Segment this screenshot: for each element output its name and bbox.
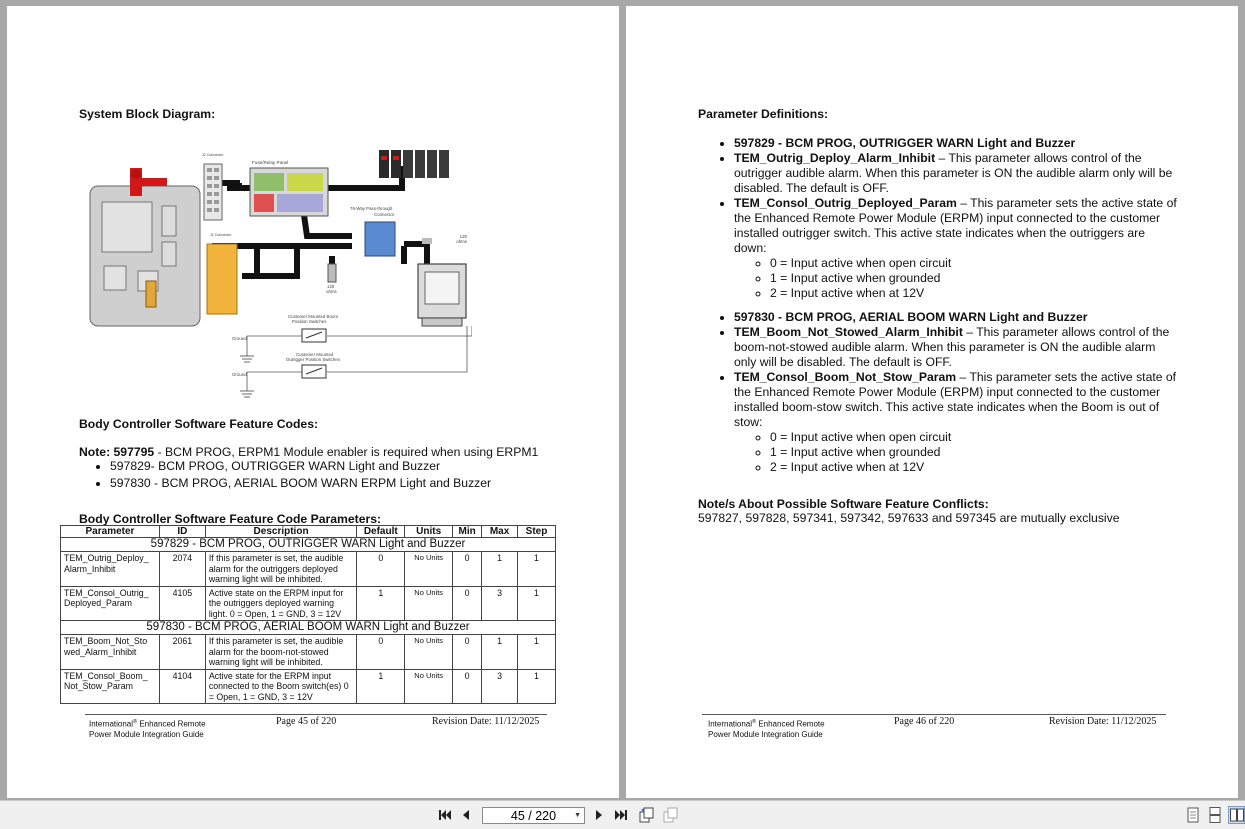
single-page-view-icon[interactable] [1185, 807, 1201, 823]
col-header-description: Description [205, 526, 356, 538]
j1-label: J1 Connector [210, 233, 232, 237]
cell-id: 4104 [159, 669, 205, 704]
cell-max: 3 [482, 586, 518, 621]
definition-title: TEM_Consol_Boom_Not_Stow_Param [734, 370, 957, 384]
terminator-unit-2: ohms [456, 239, 467, 244]
table-section-row [61, 621, 556, 635]
state-option: ◦ 0 = Input active when open circuit [770, 430, 1178, 445]
state-option: ◦ 1 = Input active when grounded [770, 271, 1178, 286]
fuse-relay-label: Fuse/Relay Panel [252, 160, 289, 165]
col-header-max: Max [482, 526, 518, 538]
cell-max: 3 [482, 669, 518, 704]
footer-line1: Enhanced Remote [137, 719, 206, 729]
table-row [61, 586, 556, 621]
definition-item [734, 136, 1178, 151]
prev-page-icon[interactable] [458, 807, 474, 823]
state-option: ◦ 1 = Input active when grounded [770, 445, 1178, 460]
section-title: 597830 - BCM PROG, AERIAL BOOM WARN Light and Buzzer [61, 621, 556, 635]
outrigger-switch-label-2: Outrigger Position Switches [286, 357, 340, 362]
footer-guide-title [708, 717, 825, 740]
cell-param: TEM_Consol_Outrig_ Deployed_Param [61, 586, 160, 621]
cell-desc: If this parameter is set, the audible alarm for the boom-not-stowed warning light will be inhibited. [205, 635, 356, 670]
cell-id: 2061 [159, 635, 205, 670]
j2-label: J2 Connector [202, 153, 224, 157]
pass-through-label-2: Connector [374, 212, 395, 217]
cell-min: 0 [453, 586, 482, 621]
page-indicator: 45 / 220 [510, 808, 557, 823]
cell-default: 1 [357, 586, 405, 621]
cell-step: 1 [518, 552, 556, 587]
definition-item [734, 151, 1178, 196]
terminator-unit-1: ohms [326, 289, 337, 294]
definition-text: – This parameter allows control of the outrigger audible alarm. When this parameter is ON the audible alarm only will be disabled. The default is OFF. [734, 151, 1173, 195]
cell-min: 0 [453, 635, 482, 670]
footer-page-number: Page 46 of 220 [894, 716, 955, 727]
definition-item [734, 325, 1178, 370]
terminator-ohms-1: 120 [327, 284, 335, 289]
definitions-list-2 [698, 310, 1178, 475]
state-option: ◦ 2 = Input active when at 12V [770, 460, 1178, 475]
col-header-step: Step [518, 526, 556, 538]
next-page-icon[interactable] [591, 807, 607, 823]
parameter-definitions-heading: Parameter Definitions: [698, 107, 829, 121]
system-block-diagram [82, 146, 472, 406]
footer-brand: International [708, 719, 753, 729]
footer-rule [85, 714, 547, 715]
viewer-toolbar [0, 800, 1245, 829]
state-options-list-1 [734, 256, 1178, 301]
cell-default: 0 [357, 635, 405, 670]
table-header-row [61, 526, 556, 538]
cell-units: No Units [405, 669, 453, 704]
definition-title: TEM_Outrig_Deploy_Alarm_Inhibit [734, 151, 936, 165]
cell-id: 4105 [159, 586, 205, 621]
system-block-heading: System Block Diagram: [79, 107, 216, 121]
footer-brand: International [89, 719, 134, 729]
erpm-note [79, 445, 538, 459]
boom-switch-label-1: Customer Mounted Boom [288, 314, 339, 319]
page-45 [7, 6, 619, 798]
table-section-row [61, 538, 556, 552]
cell-max: 1 [482, 635, 518, 670]
pass-through-label: 76-Way Pass-through [350, 206, 393, 211]
state-option: ◦ 2 = Input active when at 12V [770, 286, 1178, 301]
table-row [61, 669, 556, 704]
feature-code-item: • 597830 - BCM PROG, AERIAL BOOM WARN ERPM Light and Buzzer [110, 476, 491, 490]
cell-default: 0 [357, 552, 405, 587]
footer-rule [702, 714, 1166, 715]
table-row [61, 552, 556, 587]
cell-step: 1 [518, 669, 556, 704]
boom-switch-label-2: Position Switches [292, 319, 327, 324]
page-46 [626, 6, 1238, 798]
col-header-min: Min [453, 526, 482, 538]
definition-item [734, 196, 1178, 301]
cell-param: TEM_Outrig_Deploy_ Alarm_Inhibit [61, 552, 160, 587]
cell-desc: Active state on the ERPM input for the outriggers deployed warning light. 0 = Open, 1 = GND, 3 = 12V [205, 586, 356, 621]
feature-codes-heading: Body Controller Software Feature Codes: [79, 417, 319, 431]
ground-label-1: Ground [232, 336, 247, 341]
footer-revision-date: Revision Date: 11/12/2025 [432, 716, 540, 727]
footer-guide-title [89, 717, 206, 740]
cell-units: No Units [405, 635, 453, 670]
definition-text: – This parameter allows control of the boom-not-stowed audible alarm. When this parameter is ON the audible alarm only will be disabled. The default is OFF. [734, 325, 1170, 369]
col-header-units: Units [405, 526, 453, 538]
cell-min: 0 [453, 552, 482, 587]
parameters-table [60, 525, 556, 704]
cell-default: 1 [357, 669, 405, 704]
col-header-parameter: Parameter [61, 526, 160, 538]
conflicts-text: 597827, 597828, 597341, 597342, 597633 and 597345 are mutually exclusive [698, 511, 1120, 525]
cell-desc: Active state for the ERPM input connected to the Boom switch(es) 0 = Open, 1 = GND, 3 = 12V [205, 669, 356, 704]
state-options-list-2 [734, 430, 1178, 475]
params-heading: Body Controller Software Feature Code Parameters: [79, 512, 382, 526]
footer-page-number: Page 45 of 220 [276, 716, 337, 727]
definition-item [734, 370, 1178, 475]
terminator-ohms-2: 120 [459, 234, 467, 239]
cell-units: No Units [405, 552, 453, 587]
first-page-icon[interactable] [437, 807, 453, 823]
cell-id: 2074 [159, 552, 205, 587]
cell-step: 1 [518, 586, 556, 621]
two-page-view-icon[interactable] [1228, 806, 1245, 824]
cell-min: 0 [453, 669, 482, 704]
section-title: 597829 - BCM PROG, OUTRIGGER WARN Light and Buzzer [61, 538, 556, 552]
ground-label-2: Ground [232, 372, 247, 377]
outrigger-switch-label-1: Customer Mounted [296, 352, 334, 357]
feature-code-item: • 597829- BCM PROG, OUTRIGGER WARN Light and Buzzer [110, 459, 491, 473]
state-option: ◦ 0 = Input active when open circuit [770, 256, 1178, 271]
footer-line2: Power Module Integration Guide [89, 729, 204, 739]
cell-param: TEM_Boom_Not_Sto wed_Alarm_Inhibit [61, 635, 160, 670]
continuous-view-icon[interactable] [1207, 807, 1223, 823]
definitions-list-1 [698, 136, 1178, 301]
col-header-id: ID [159, 526, 205, 538]
chevron-down-icon: ▼ [574, 812, 581, 819]
cell-param: TEM_Consol_Boom_ Not_Stow_Param [61, 669, 160, 704]
rotate-disabled-icon[interactable] [662, 807, 678, 823]
page-number-select[interactable] [482, 807, 585, 824]
footer-revision-date: Revision Date: 11/12/2025 [1049, 716, 1157, 727]
footer-line2: Power Module Integration Guide [708, 729, 823, 739]
cell-step: 1 [518, 635, 556, 670]
col-header-default: Default [357, 526, 405, 538]
definition-title: 597830 - BCM PROG, AERIAL BOOM WARN Light and Buzzer [734, 310, 1088, 324]
definition-text: – This parameter sets the active state of the Enhanced Remote Power Module (ERPM) input connected to the customer installed boom-stow switch. This active state indicates when the Boom is out of stow: [734, 370, 1177, 429]
feature-code-list [79, 459, 491, 493]
conflicts-heading: Note/s About Possible Software Feature Conflicts: [698, 497, 989, 511]
table-row [61, 635, 556, 670]
footer-line1: Enhanced Remote [756, 719, 825, 729]
cell-desc: If this parameter is set, the audible alarm for the outriggers deployed warning light will be inhibited. [205, 552, 356, 587]
definition-text: – This parameter sets the active state of the Enhanced Remote Power Module (ERPM) input connected to the customer installed outrigger switch. This active state indicates when the outriggers are down: [734, 196, 1177, 255]
note-code: Note: 597795 [79, 445, 155, 459]
footer-reg: ® [133, 719, 138, 725]
definition-item [734, 310, 1178, 325]
footer-reg: ® [752, 719, 757, 725]
cell-units: No Units [405, 586, 453, 621]
note-text: - BCM PROG, ERPM1 Module enabler is required when using ERPM1 [154, 445, 539, 459]
cell-max: 1 [482, 552, 518, 587]
definition-title: TEM_Consol_Outrig_Deployed_Param [734, 196, 957, 210]
rotate-icon[interactable] [638, 807, 654, 823]
definition-title: 597829 - BCM PROG, OUTRIGGER WARN Light and Buzzer [734, 136, 1076, 150]
definition-title: TEM_Boom_Not_Stowed_Alarm_Inhibit [734, 325, 963, 339]
last-page-icon[interactable] [613, 807, 629, 823]
